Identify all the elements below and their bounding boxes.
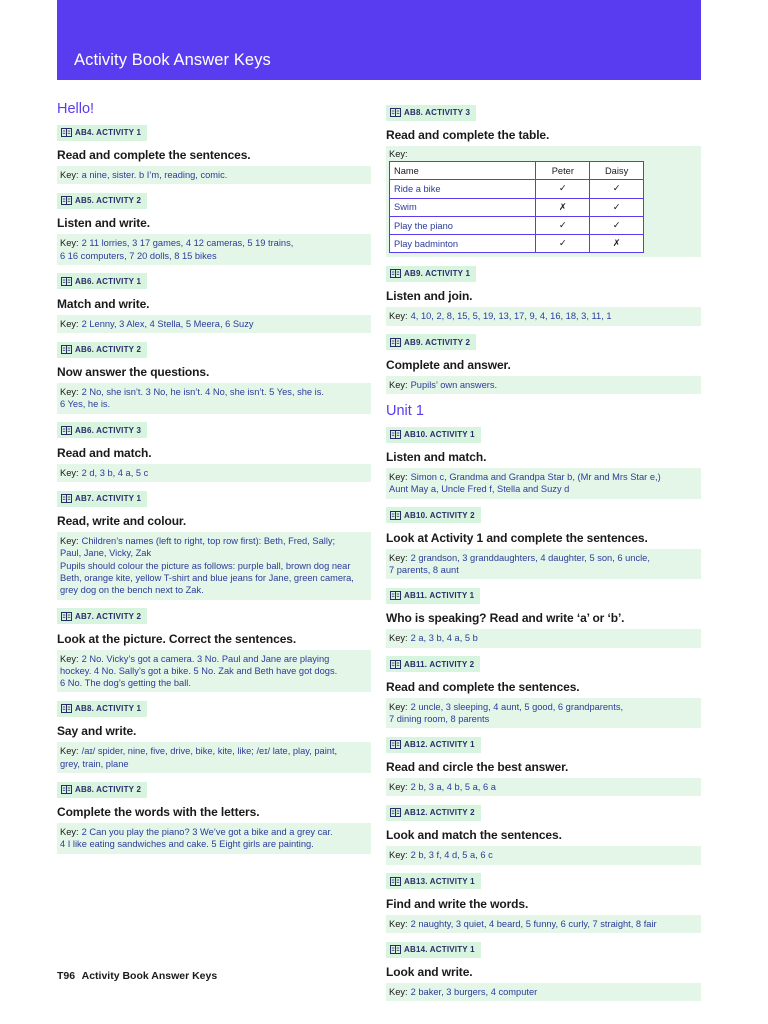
activity-tag-label: AB14. ACTIVITY 1	[404, 945, 475, 955]
key-label: Key:	[60, 318, 79, 329]
table-cell: ✓	[536, 235, 590, 253]
answer-key-text: 2 grandson, 3 granddaughters, 4 daughter, 5 son, 6 uncle, 7 parents, 8 aunt	[389, 552, 650, 575]
section-title-unit-1: Unit 1	[386, 403, 424, 420]
footer-text: Activity Book Answer Keys	[81, 970, 218, 982]
key-label: Key:	[389, 701, 408, 712]
activity-tag-label: AB11. ACTIVITY 1	[404, 591, 475, 601]
key-label: Key:	[60, 827, 79, 838]
activity-tag	[57, 491, 147, 507]
key-label: Key:	[60, 653, 79, 664]
answer-key-box	[57, 315, 371, 333]
activity-tag-label: AB9. ACTIVITY 2	[404, 337, 471, 347]
table-row	[390, 216, 644, 234]
table-header-cell: Peter	[536, 162, 590, 180]
activity-tag	[386, 656, 480, 672]
activity-tag	[386, 805, 481, 821]
activity-book-icon	[61, 494, 72, 503]
key-label: Key:	[60, 170, 79, 180]
table-cell: ✓	[536, 180, 590, 198]
activity-tag-label: AB7. ACTIVITY 2	[75, 611, 142, 621]
activity-instruction: Complete and answer.	[386, 357, 511, 372]
activity-tag-label: AB12. ACTIVITY 1	[404, 740, 475, 750]
activity-book-icon	[390, 660, 401, 669]
answer-key-box	[386, 307, 701, 325]
activity-tag-label: AB9. ACTIVITY 1	[404, 269, 471, 279]
answer-key-text: 2 d, 3 b, 4 a, 5 c	[81, 467, 149, 478]
key-label: Key:	[60, 387, 79, 398]
activity-instruction: Listen and match.	[386, 450, 487, 465]
activity-tag-label: AB6. ACTIVITY 1	[75, 276, 142, 286]
activity-tag-label: AB13. ACTIVITY 1	[404, 876, 475, 886]
table-cell: ✓	[590, 216, 644, 234]
page-footer	[57, 970, 217, 982]
activity-tag-label: AB8. ACTIVITY 2	[75, 785, 142, 795]
activity-book-icon	[390, 338, 401, 347]
answer-key-box	[386, 629, 701, 647]
key-label: Key:	[389, 379, 408, 390]
answer-key-box	[386, 915, 701, 933]
activity-tag-label: AB12. ACTIVITY 2	[404, 808, 475, 818]
activity-block	[57, 490, 371, 599]
answer-key-box	[386, 846, 701, 864]
answer-key-box	[57, 166, 371, 184]
activity-tag	[57, 273, 147, 289]
key-label: Key:	[389, 633, 408, 644]
answer-key-text: 2 Lenny, 3 Alex, 4 Stella, 5 Meera, 6 Suzy	[81, 318, 254, 329]
answer-key-text: a nine, sister. b I’m, reading, comic.	[81, 170, 228, 180]
answer-table-box	[386, 146, 701, 257]
activity-instruction: Look and match the sentences.	[386, 828, 562, 843]
activity-block	[386, 587, 701, 647]
activity-instruction: Read and complete the sentences.	[386, 679, 580, 694]
table-cell: Play badminton	[390, 235, 536, 253]
activity-book-icon	[61, 612, 72, 621]
activity-tag-label: AB6. ACTIVITY 3	[75, 425, 142, 435]
activity-instruction: Listen and join.	[386, 289, 473, 304]
activity-tag-label: AB10. ACTIVITY 2	[404, 510, 475, 520]
activity-instruction: Who is speaking? Read and write ‘a’ or ‘b’.	[386, 611, 625, 626]
table-cell: ✓	[590, 180, 644, 198]
activity-block	[386, 941, 701, 1001]
key-label: Key:	[60, 746, 79, 757]
activity-block	[57, 608, 371, 693]
answer-key-box	[386, 376, 701, 394]
activity-book-icon	[61, 345, 72, 354]
activity-instruction: Match and write.	[57, 296, 150, 311]
activity-book-icon	[390, 877, 401, 886]
answer-key-text: 2 b, 3 f, 4 d, 5 a, 6 c	[410, 850, 493, 861]
table-cell: ✓	[590, 198, 644, 216]
activity-block	[386, 873, 701, 933]
activity-tag-label: AB8. ACTIVITY 1	[75, 704, 142, 714]
activity-book-icon	[61, 704, 72, 713]
key-label: Key:	[389, 311, 408, 322]
activity-instruction: Complete the words with the letters.	[57, 805, 260, 820]
activity-tag	[386, 334, 476, 350]
answer-key-text: 2 11 lorries, 3 17 games, 4 12 cameras, 5 19 trains, 6 16 computers, 7 20 dolls, 8 15 bikes	[60, 238, 294, 261]
activity-block	[57, 422, 371, 482]
answer-key-box	[386, 983, 701, 1001]
activity-block	[386, 507, 701, 580]
activity-tag-label: AB4. ACTIVITY 1	[75, 128, 142, 137]
activity-block	[386, 804, 701, 864]
activity-instruction: Read and complete the table.	[386, 128, 550, 142]
table-cell: Play the piano	[390, 216, 536, 234]
activity-block	[386, 265, 701, 325]
answer-key-text: 2 naughty, 3 quiet, 4 beard, 5 funny, 6 curly, 7 straight, 8 fair	[410, 918, 657, 929]
activity-book-icon	[61, 277, 72, 286]
activity-instruction: Say and write.	[57, 724, 137, 739]
activity-book-icon	[390, 591, 401, 600]
activity-tag	[386, 507, 481, 523]
table-cell: ✗	[590, 235, 644, 253]
answer-key-box	[57, 383, 371, 414]
table-row	[390, 235, 644, 253]
key-label: Key:	[389, 782, 408, 793]
activity-block	[57, 341, 371, 414]
answer-key-text: 2 No, she isn’t. 3 No, he isn’t. 4 No, she isn’t. 5 Yes, she is. 6 Yes, he is.	[60, 387, 324, 410]
answer-key-box	[386, 468, 701, 499]
activity-book-icon	[390, 945, 401, 954]
key-label: Key:	[389, 149, 408, 159]
table-header-cell: Daisy	[590, 162, 644, 180]
activity-tag-label: AB6. ACTIVITY 2	[75, 345, 142, 355]
table-cell: Ride a bike	[390, 180, 536, 198]
answer-key-box	[386, 549, 701, 580]
answer-key-text: 2 Can you play the piano? 3 We’ve got a bike and a grey car. 4 I like eating sandwiches and cake. 5 Eight girls are painting.	[60, 827, 333, 850]
answer-key-box	[386, 778, 701, 796]
section-title-hello: Hello!	[57, 101, 95, 117]
unit-activity-list	[386, 426, 701, 1001]
activity-instruction: Read and circle the best answer.	[386, 760, 569, 775]
activity-tag	[57, 608, 147, 624]
activity-block	[57, 192, 371, 265]
activity-tag	[386, 427, 481, 443]
activity-instruction: Look at the picture. Correct the sentences.	[57, 631, 297, 646]
table-row	[390, 180, 644, 198]
activity-block	[57, 273, 371, 333]
answer-key-text: 2 baker, 3 burgers, 4 computer	[410, 987, 538, 998]
answer-key-text: /aɪ/ spider, nine, five, drive, bike, kite, like; /eɪ/ late, play, paint, grey, train, plane	[60, 746, 338, 769]
left-activity-list	[57, 124, 371, 854]
activity-book-icon	[390, 511, 401, 520]
activity-tag	[386, 942, 481, 958]
answer-key-text: 2 b, 3 a, 4 b, 5 a, 6 a	[410, 782, 496, 793]
activity-tag	[57, 701, 147, 717]
table-cell: ✓	[536, 216, 590, 234]
activity-tag-label: AB11. ACTIVITY 2	[404, 659, 475, 669]
table-cell: ✗	[536, 198, 590, 216]
answer-key-text: 4, 10, 2, 8, 15, 5, 19, 13, 17, 9, 4, 16, 18, 3, 11, 1	[410, 311, 612, 322]
activity-instruction: Listen and write.	[57, 216, 150, 231]
answer-key-box	[57, 464, 371, 482]
key-label: Key:	[389, 472, 408, 483]
activity-block	[57, 781, 371, 854]
activity-tag-label: AB5. ACTIVITY 2	[75, 196, 142, 206]
activity-tag	[386, 266, 476, 282]
key-label: Key:	[389, 552, 408, 563]
activity-instruction: Look and write.	[386, 965, 473, 980]
answer-key-box	[57, 823, 371, 854]
activity-book-icon	[390, 740, 401, 749]
activity-book-icon	[390, 108, 401, 117]
activity-block	[386, 334, 701, 394]
activity-tag	[57, 193, 147, 209]
key-label: Key:	[389, 987, 408, 998]
activity-tag	[386, 873, 481, 889]
activity-book-icon	[61, 426, 72, 435]
activity-tag	[386, 588, 480, 604]
activity-book-icon	[390, 430, 401, 439]
key-label: Key:	[389, 918, 408, 929]
right-column	[386, 104, 701, 1009]
activity-tag-label: AB8. ACTIVITY 3	[404, 108, 471, 117]
answer-table	[389, 161, 644, 253]
right-activity-list	[386, 265, 701, 394]
activity-tag	[57, 782, 147, 798]
activity-block	[386, 656, 701, 729]
answer-key-box	[57, 742, 371, 773]
answer-key-box	[57, 650, 371, 693]
key-label: Key:	[60, 536, 79, 547]
activity-tag	[57, 125, 147, 141]
activity-tag	[57, 342, 147, 358]
table-header-cell: Name	[390, 162, 536, 180]
key-label: Key:	[389, 850, 408, 861]
activity-block	[57, 700, 371, 773]
page-number: T96	[57, 970, 76, 982]
key-label: Key:	[60, 467, 79, 478]
answer-key-text: 2 a, 3 b, 4 a, 5 b	[410, 633, 478, 644]
answer-key-text: Pupils’ own answers.	[410, 379, 498, 390]
activity-instruction: Read and complete the sentences.	[57, 148, 251, 162]
activity-instruction: Read and match.	[57, 445, 152, 460]
activity-tag	[386, 105, 476, 121]
activity-book-icon	[61, 196, 72, 205]
activity-block-table	[386, 104, 701, 257]
activity-book-icon	[61, 128, 72, 137]
activity-book-icon	[61, 785, 72, 794]
answer-key-text: Children’s names (left to right, top row first): Beth, Fred, Sally; Paul, Jane, Vicky, Zak Pupils should colour the picture as follows: purple ball, brown dog near Beth, orange kite, yellow T-shirt and blue jeans for Jane, green camera, grey dog on the bench next to Zak.	[60, 536, 354, 596]
activity-book-icon	[390, 269, 401, 278]
answer-key-text: 2 No. Vicky’s got a camera. 3 No. Paul and Jane are playing hockey. 4 No. Sally’s got a bike. 5 No. Zak and Beth have got dogs. 6 No. The dog’s getting the ball.	[60, 653, 338, 689]
activity-tag	[57, 422, 147, 438]
answer-key-box	[57, 532, 371, 599]
answer-key-box	[57, 234, 371, 265]
activity-block	[386, 426, 701, 499]
activity-instruction: Look at Activity 1 and complete the sentences.	[386, 530, 648, 545]
activity-instruction: Read, write and colour.	[57, 514, 187, 529]
activity-book-icon	[390, 808, 401, 817]
table-cell: Swim	[390, 198, 536, 216]
activity-block	[57, 124, 371, 184]
activity-tag	[386, 737, 481, 753]
page-header-title: Activity Book Answer Keys	[74, 51, 271, 69]
key-label: Key:	[60, 238, 79, 249]
answer-key-box	[386, 698, 701, 729]
answer-key-text: Simon c, Grandma and Grandpa Star b, (Mr and Mrs Star e,) Aunt May a, Uncle Fred f, Stella and Suzy d	[389, 472, 661, 495]
left-column	[57, 100, 371, 862]
activity-tag-label: AB7. ACTIVITY 1	[75, 494, 142, 504]
activity-tag-label: AB10. ACTIVITY 1	[404, 430, 475, 440]
answer-key-text: 2 uncle, 3 sleeping, 4 aunt, 5 good, 6 grandparents, 7 dining room, 8 parents	[389, 701, 624, 724]
activity-instruction: Find and write the words.	[386, 896, 529, 911]
table-row	[390, 198, 644, 216]
activity-block	[386, 736, 701, 796]
table-header-row	[390, 162, 644, 180]
activity-instruction: Now answer the questions.	[57, 365, 210, 380]
